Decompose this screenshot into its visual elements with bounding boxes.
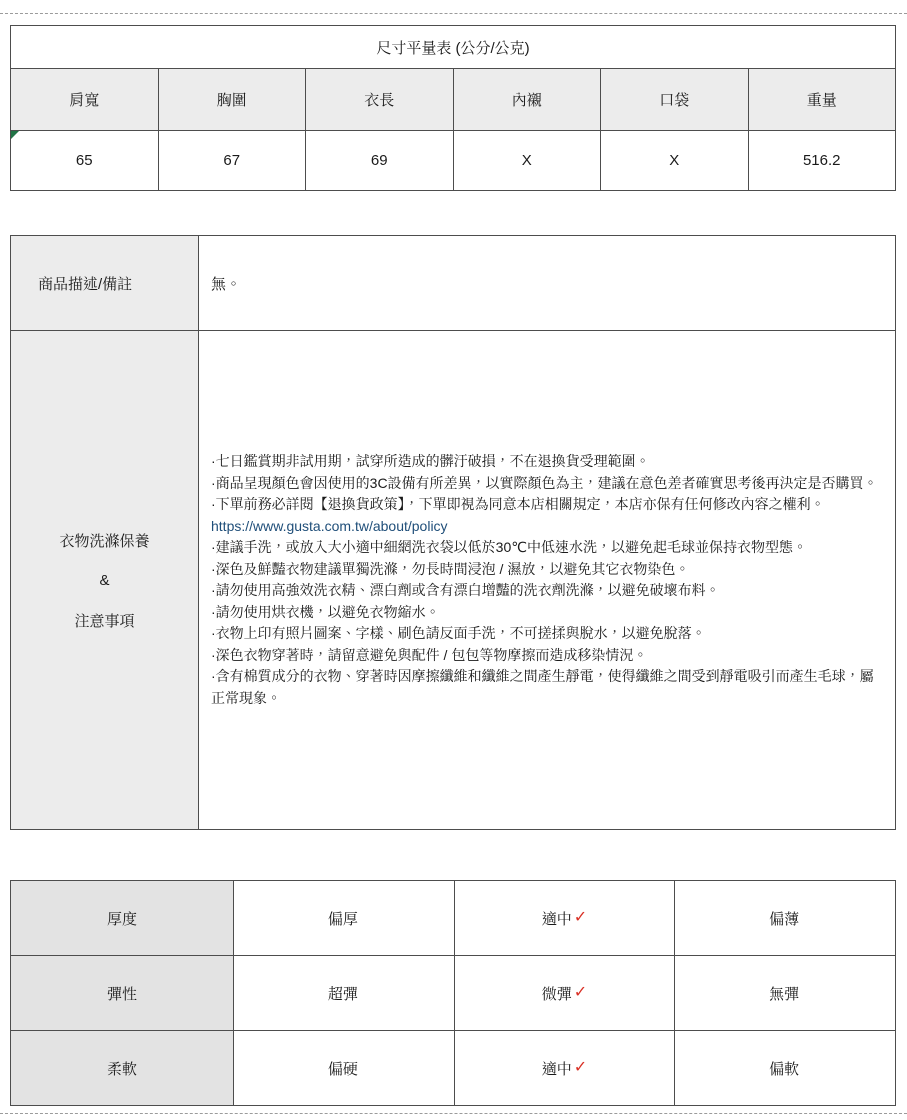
size-value-shoulder	[11, 131, 158, 190]
attr-option-text: 偏硬	[327, 1060, 358, 1078]
attr-option-text: 無彈	[769, 985, 800, 1003]
attr-option-text: 偏薄	[769, 910, 800, 928]
care-bullet-policy	[211, 494, 879, 537]
info-table	[10, 235, 896, 830]
care-bullet: ·衣物上印有照片圖案、字樣、刷色請反面手洗，不可搓揉與脫水，以避免脫落。	[211, 625, 706, 641]
size-value-length: 69	[306, 131, 453, 190]
attr-option-text: 偏軟	[769, 1060, 800, 1078]
size-header-length: 衣長	[306, 69, 453, 130]
attr-option	[675, 1031, 895, 1105]
attr-option-text: 超彈	[327, 985, 358, 1003]
care-content	[199, 331, 895, 829]
attr-option	[675, 881, 895, 955]
description-label: 商品描述/備註	[11, 236, 198, 330]
care-bullet-policy-text: ·下單前務必詳閱【退換貨政策】，下單即視為同意本店相關規定，本店亦保有任何修改內容之權利。	[211, 496, 825, 512]
green-corner-marker	[11, 131, 19, 139]
attr-option-selected	[455, 1031, 675, 1105]
care-bullet: ·深色及鮮豔衣物建議單獨洗滌，勿長時間浸泡 / 濕放，以避免其它衣物染色。	[211, 560, 690, 577]
care-bullet: ·深色衣物穿著時，請留意避免與配件 / 包包等物摩擦而造成移染情況。	[211, 646, 648, 663]
size-header-weight: 重量	[749, 69, 896, 130]
care-bullet: ·商品呈現顏色會因使用的3C設備有所差異，以實際顏色為主，建議在意色差者確實思考後再決定是否購買。	[211, 474, 878, 491]
care-bullet: ·請勿使用烘衣機，以避免衣物縮水。	[211, 603, 440, 620]
care-bullet: ·請勿使用高強效洗衣精、漂白劑或含有漂白增豔的洗衣劑洗滌，以避免破壞布料。	[211, 582, 720, 598]
care-label	[11, 331, 198, 829]
size-value-chest: 67	[159, 131, 306, 190]
top-divider	[0, 13, 907, 14]
size-value-text: 65	[75, 152, 93, 169]
care-label-line-2: 注意事項	[74, 612, 135, 630]
care-label-line-1: 衣物洗滌保養	[59, 532, 150, 550]
attr-option	[234, 881, 454, 955]
check-icon: ✓	[573, 909, 588, 926]
description-value: 無。	[199, 236, 895, 330]
care-bullet: ·七日鑑賞期非試用期，試穿所造成的髒汙破損，不在退換貨受理範圍。	[211, 453, 650, 469]
size-value-weight: 516.2	[749, 131, 896, 190]
size-header-pocket: 口袋	[601, 69, 748, 130]
policy-link[interactable]: https://www.gusta.com.tw/about/policy	[211, 517, 448, 534]
attr-option-text: 適中	[541, 910, 572, 928]
care-bullet: ·建議手洗，或放入大小適中細網洗衣袋以低於30℃中低速水洗，以避免起毛球並保持衣物型態。	[211, 539, 807, 555]
attr-option-text: 適中	[541, 1060, 572, 1078]
attr-option-selected	[455, 881, 675, 955]
size-value-pocket: X	[601, 131, 748, 190]
size-header-shoulder: 肩寬	[11, 69, 158, 130]
attr-option	[675, 956, 895, 1030]
attr-label-softness: 柔軟	[11, 1031, 233, 1105]
care-label-ampersand: &	[99, 571, 110, 589]
attr-option-text: 微彈	[541, 985, 572, 1003]
attribute-table	[10, 880, 896, 1106]
size-header-chest: 胸圍	[159, 69, 306, 130]
size-table-title: 尺寸平量表 (公分/公克)	[11, 26, 895, 68]
check-icon: ✓	[573, 1059, 588, 1076]
size-value-lining: X	[454, 131, 601, 190]
attr-label-thickness: 厚度	[11, 881, 233, 955]
size-header-lining: 內襯	[454, 69, 601, 130]
attr-option	[234, 1031, 454, 1105]
attr-option-text: 偏厚	[327, 910, 358, 928]
bottom-divider	[0, 1113, 907, 1114]
care-bullet: ·含有棉質成分的衣物、穿著時因摩擦纖維和纖維之間產生靜電，使得纖維之間受到靜電吸引而產生毛球，屬正常現象。	[211, 668, 874, 706]
attr-option-selected	[455, 956, 675, 1030]
attr-option	[234, 956, 454, 1030]
attr-label-elasticity: 彈性	[11, 956, 233, 1030]
check-icon: ✓	[573, 984, 588, 1001]
size-table	[10, 25, 896, 191]
